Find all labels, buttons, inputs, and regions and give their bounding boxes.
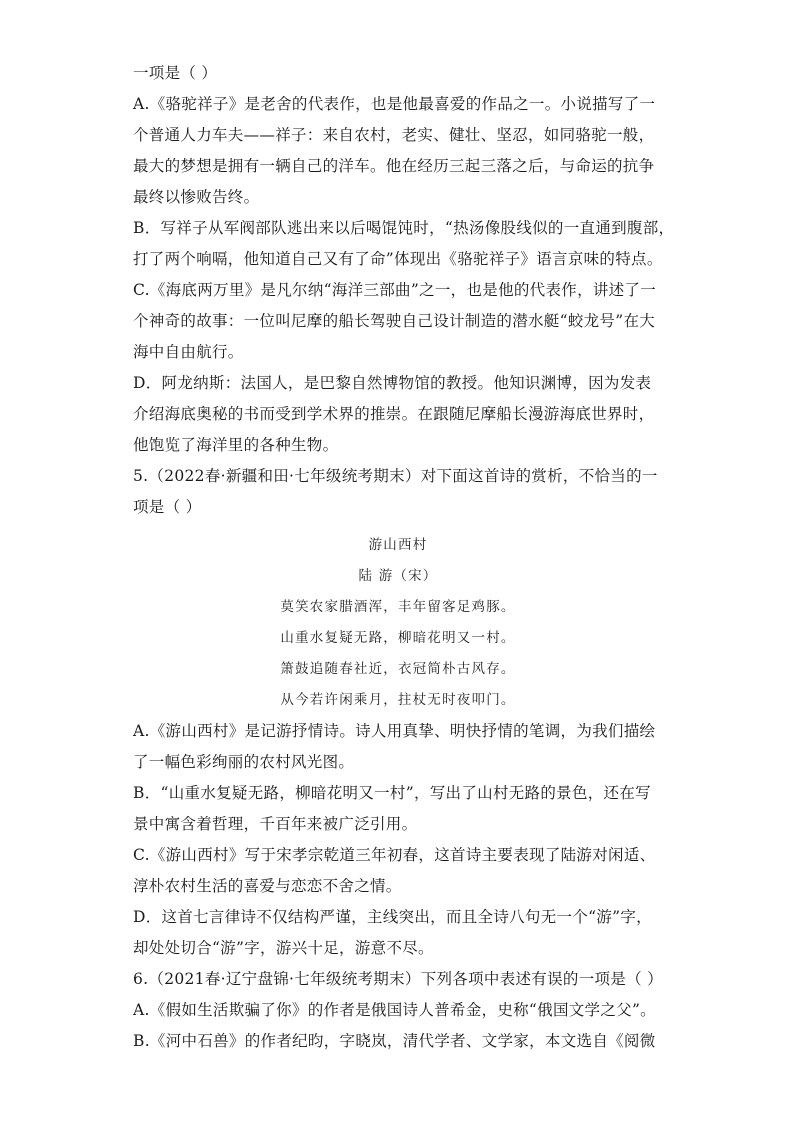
q4-option-d-line-2: 介绍海底奥秘的书而受到学术界的推崇。在跟随尼摩船长漫游海底世界时，	[133, 405, 655, 423]
poem-line-2: 山重水复疑无路，柳暗花明又一村。	[280, 630, 516, 646]
q5-option-a-line-1: A.《游山西村》是记游抒情诗。诗人用真挚、明快抒情的笔调，为我们描绘	[133, 722, 656, 740]
q5-option-b-line-1: B．“山重水复疑无路，柳暗花明又一村”，写出了山村无路的景色，还在写	[133, 784, 651, 802]
q4-option-b-line-2: 打了两个响嗝，他知道自己又有了命”体现出《骆驼祥子》语言京味的特点。	[133, 250, 663, 268]
q5-option-c-line-1: C.《游山西村》写于宋孝宗乾道三年初春，这首诗主要表现了陆游对闲适、	[133, 846, 656, 864]
q4-option-b-line-1: B．写祥子从军阀部队逃出来以后喝馄饨时，“热汤像股线似的一直通到腹部，	[133, 219, 675, 237]
poem-author: 陆 游（宋）	[358, 568, 438, 584]
poem-block	[133, 530, 663, 716]
poem-line-1: 莫笑农家腊酒浑，丰年留客足鸡豚。	[280, 599, 516, 615]
question-6	[133, 964, 663, 1057]
q4-option-c-line-1: C.《海底两万里》是凡尔纳“海洋三部曲”之一，也是他的代表作，讲述了一	[133, 281, 657, 299]
q6-option-a: A.《假如生活欺骗了你》的作者是俄国诗人普希金，史称“俄国文学之父”。	[133, 1001, 656, 1019]
q5-option-d-line-2: 却处处切合“游”字，游兴十足，游意不尽。	[133, 939, 434, 957]
q5-stem-line-1: 5.（2022春·新疆和田·七年级统考期末）对下面这首诗的赏析，不恰当的一	[133, 467, 658, 485]
poem-title: 游山西村	[368, 537, 428, 553]
q5-option-c-line-2: 淳朴农村生活的喜爱与恋恋不舍之情。	[133, 877, 402, 895]
q5-option-b-line-2: 景中寓含着哲理，千百年来被广泛引用。	[133, 815, 418, 833]
q4-option-a-line-1: A.《骆驼祥子》是老舍的代表作，也是他最喜爱的作品之一。小说描写了一	[133, 95, 656, 113]
question-5-options	[133, 716, 663, 964]
question-5-stem	[133, 461, 663, 523]
poem-line-3: 箫鼓追随春社近，衣冠简朴古风存。	[280, 661, 516, 677]
q5-stem-line-2: 项是（ ）	[133, 498, 202, 516]
q4-option-c-line-3: 海中自由航行。	[133, 343, 244, 361]
q4-option-d-line-1: D．阿龙纳斯：法国人，是巴黎自然博物馆的教授。他知识渊博，因为发表	[133, 374, 652, 392]
q6-stem: 6.（2021春·辽宁盘锦·七年级统考期末）下列各项中表述有误的一项是（ ）	[133, 970, 663, 988]
q4-option-a-line-4: 最终以惨败告终。	[133, 188, 260, 206]
q4-option-a-line-2: 个普通人力车夫——祥子：来自农村，老实、健壮、坚忍，如同骆驼一般，	[133, 126, 655, 144]
q4-option-c-line-2: 个神奇的故事：一位叫尼摩的船长驾驶自己设计制造的潜水艇“蛟龙号”在大	[133, 312, 656, 330]
q4-stem-tail: 一项是（ ）	[133, 64, 218, 82]
q5-option-d-line-1: D．这首七言律诗不仅结构严谨，主线突出，而且全诗八句无一个“游”字，	[133, 908, 652, 926]
question-4-continued	[133, 58, 675, 461]
q6-option-b-line-1: B.《河中石兽》的作者纪昀，字晓岚，清代学者、文学家，本文选自《阅微	[133, 1032, 656, 1050]
q4-option-d-line-3: 他饱览了海洋里的各种生物。	[133, 436, 339, 454]
q4-option-a-line-3: 最大的梦想是拥有一辆自己的洋车。他在经历三起三落之后，与命运的抗争	[133, 157, 655, 175]
poem-line-4: 从今若许闲乘月，拄杖无时夜叩门。	[280, 692, 516, 708]
q5-option-a-line-2: 了一幅色彩绚丽的农村风光图。	[133, 753, 355, 771]
